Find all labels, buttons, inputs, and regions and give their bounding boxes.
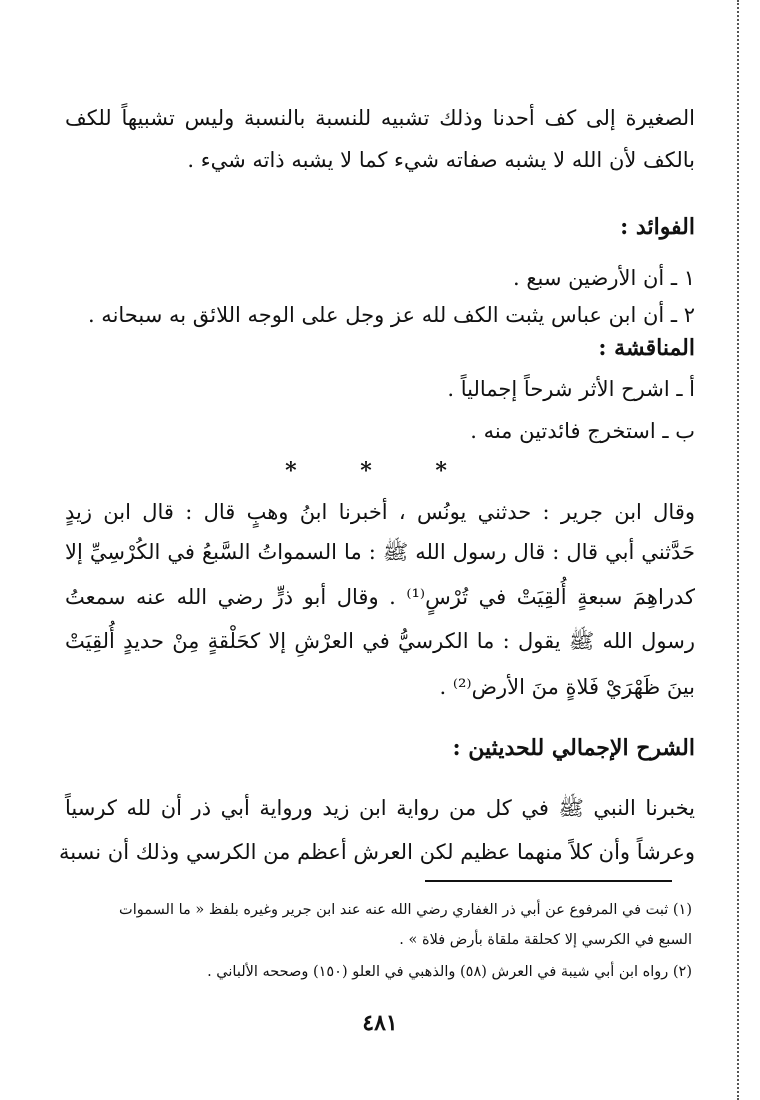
- benefit-item: ٢ ـ أن ابن عباس يثبت الكف لله عز وجل على الوجه اللائق به سبحانه .: [87, 303, 695, 327]
- footnote-line: (١) ثبت في المرفوع عن أبي ذر الغفاري رضي الله عنه عند ابن جرير وغيره بلفظ « ما السموات: [119, 902, 692, 918]
- explanation-line: يخبرنا النبي ﷺ في كل من رواية ابن زيد ورواية أبي ذر أن لله كرسياً: [65, 796, 695, 820]
- explanation-line: وعرشاً وأن كلاً منهما عظيم لكن العرش أعظم من الكرسي وذلك أن نسبة: [58, 840, 695, 864]
- hadith-line: كدراهِمَ سبعةٍ أُلقِيَتْ في تُرْسٍ⁽¹⁾ . وقال أبو ذرٍّ رضي الله عنه سمعتُ: [65, 585, 695, 609]
- benefits-heading: الفوائد :: [620, 214, 695, 240]
- hadith-line: حَدَّثني أبي قال : قال رسول الله ﷺ : ما السمواتُ السَّبعُ في الكُرْسِيِّ إلا: [65, 540, 695, 564]
- footnote-line: (٢) رواه ابن أبي شيبة في العرش (٥٨) والذهبي في العلو (١٥٠) وصححه الألباني .: [207, 964, 692, 980]
- hadith-line: وقال ابن جرير : حدثني يونُس ، أخبرنا ابنُ وهبٍ قال : قال ابن زيدٍ: [65, 500, 695, 524]
- discussion-item: أ ـ اشرح الأثر شرحاً إجمالياً .: [447, 377, 695, 401]
- scan-edge-dotted-line: [737, 0, 739, 1100]
- section-separator-stars: * * *: [285, 458, 475, 484]
- hadith-line: بينَ ظَهْرَيْ فَلاةٍ منَ الأرض⁽²⁾ .: [439, 675, 695, 699]
- page-number: ٤٨١: [362, 1010, 398, 1036]
- paragraph-line-2: بالكف لأن الله لا يشبه صفاته شيء كما لا يشبه ذاته شيء .: [187, 148, 695, 172]
- footnote-line: السبع في الكرسي إلا كحلقة ملقاة بأرض فلاة » .: [399, 932, 692, 948]
- paragraph-line-1: الصغيرة إلى كف أحدنا وذلك تشبيه للنسبة بالنسبة وليس تشبيهاً للكف: [65, 106, 695, 130]
- benefit-item: ١ ـ أن الأرضين سبع .: [513, 266, 695, 290]
- discussion-heading: المناقشة :: [598, 335, 695, 361]
- explanation-heading: الشرح الإجمالي للحديثين :: [452, 735, 695, 761]
- hadith-line: رسول الله ﷺ يقول : ما الكرسيُّ في العرْشِ إلا كحَلْقةٍ مِنْ حديدٍ أُلقِيَتْ: [65, 629, 695, 653]
- footnote-separator: [425, 880, 672, 882]
- discussion-item: ب ـ استخرج فائدتين منه .: [470, 419, 695, 443]
